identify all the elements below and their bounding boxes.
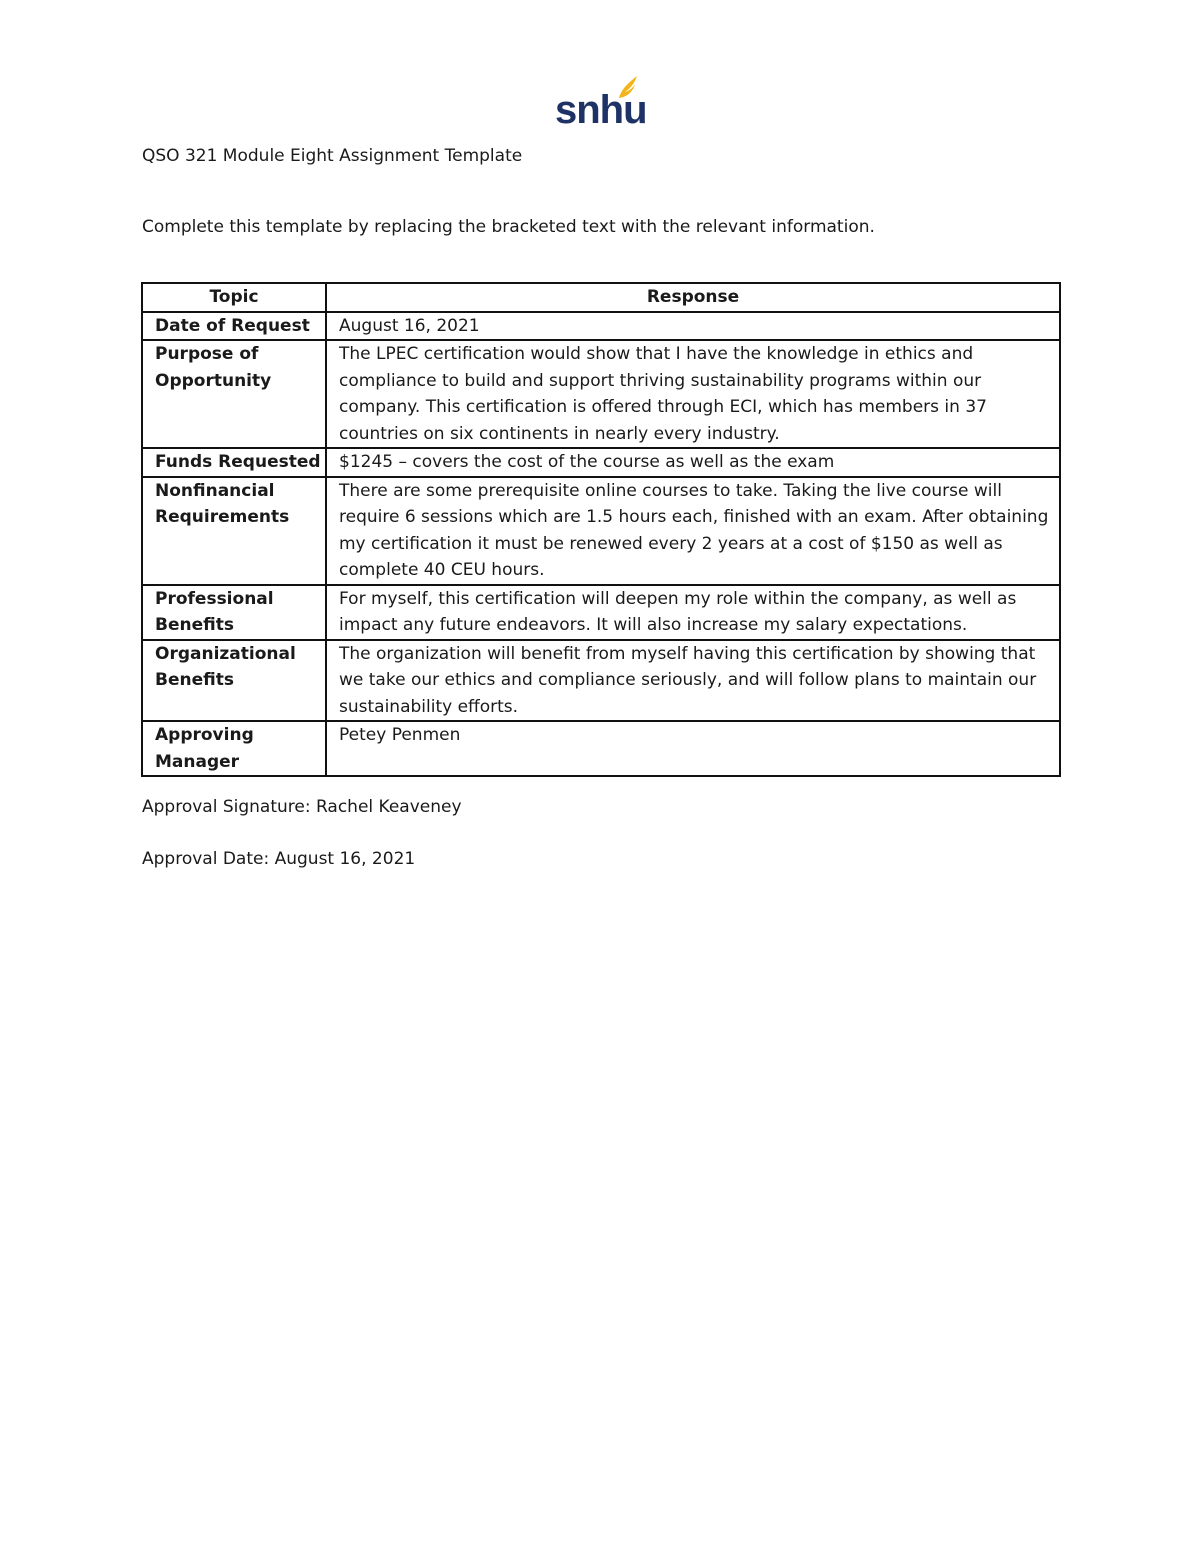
approval-date: Approval Date: August 16, 2021: [142, 849, 416, 869]
topic-cell: Nonfinancial Requirements: [142, 477, 326, 585]
topic-cell: Organizational Benefits: [142, 640, 326, 722]
table-row: [142, 721, 1060, 776]
table-row: [142, 312, 1060, 341]
topic-cell: Professional Benefits: [142, 585, 326, 640]
response-cell: August 16, 2021: [326, 312, 1060, 341]
header-response: Response: [326, 283, 1060, 312]
logo-wordmark: snhu: [555, 88, 647, 132]
topic-cell: Funds Requested: [142, 448, 326, 477]
topic-cell: Approving Manager: [142, 721, 326, 776]
document-title: QSO 321 Module Eight Assignment Template: [142, 146, 523, 166]
request-table: [141, 282, 1061, 777]
response-cell: There are some prerequisite online courses to take. Taking the live course will require 6 sessions which are 1.5 hours each, finished with an exam. After obtaining my certification it must be renewed every 2 years at a cost of $150 as well as complete 40 CEU hours.: [326, 477, 1060, 585]
response-cell: Petey Penmen: [326, 721, 1060, 776]
document-instructions: Complete this template by replacing the bracketed text with the relevant information.: [142, 217, 875, 237]
snhu-logo: [555, 74, 647, 134]
response-cell: $1245 – covers the cost of the course as well as the exam: [326, 448, 1060, 477]
table-row: [142, 477, 1060, 585]
table-header-row: [142, 283, 1060, 312]
table-row: [142, 340, 1060, 448]
header-topic: Topic: [142, 283, 326, 312]
table-row: [142, 448, 1060, 477]
topic-cell: Date of Request: [142, 312, 326, 341]
approval-signature: Approval Signature: Rachel Keaveney: [142, 797, 462, 817]
response-cell: The LPEC certification would show that I have the knowledge in ethics and compliance to build and support thriving sustainability programs within our company. This certification is offered through ECI, which has members in 37 countries on six continents in nearly every industry.: [326, 340, 1060, 448]
response-cell: For myself, this certification will deepen my role within the company, as well as impact any future endeavors. It will also increase my salary expectations.: [326, 585, 1060, 640]
topic-cell: Purpose of Opportunity: [142, 340, 326, 448]
table-row: [142, 585, 1060, 640]
response-cell: The organization will benefit from myself having this certification by showing that we take our ethics and compliance seriously, and will follow plans to maintain our sustainability efforts.: [326, 640, 1060, 722]
table-row: [142, 640, 1060, 722]
